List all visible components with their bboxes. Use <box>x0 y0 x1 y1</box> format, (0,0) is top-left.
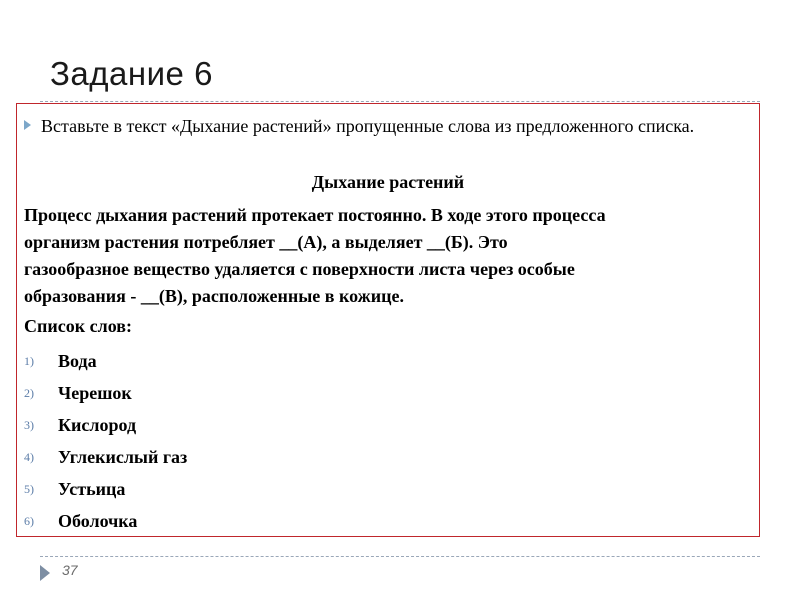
list-item <box>24 377 187 409</box>
list-word: Углекислый газ <box>58 446 188 467</box>
list-item <box>24 505 187 537</box>
page-number: 37 <box>62 562 78 578</box>
intro-bullet <box>24 113 724 140</box>
list-number: 1) <box>24 353 34 368</box>
list-number: 4) <box>24 449 34 464</box>
task-paragraph <box>24 202 754 310</box>
slide-title: Задание 6 <box>50 55 213 92</box>
list-item <box>24 473 187 505</box>
word-list <box>24 345 187 537</box>
text-heading: Дыхание растений <box>311 172 465 192</box>
paragraph-line: образования - __(В), расположенные в кожице. <box>24 286 404 306</box>
list-word: Вода <box>58 350 97 371</box>
paragraph-line: Процесс дыхания растений протекает постоянно. В ходе этого процесса <box>24 205 606 225</box>
list-number: 3) <box>24 417 34 432</box>
list-number: 5) <box>24 481 34 496</box>
list-item <box>24 441 187 473</box>
list-item <box>24 409 187 441</box>
paragraph-line: газообразное вещество удаляется с поверхности листа через особые <box>24 259 575 279</box>
list-item <box>24 345 187 377</box>
list-word: Черешок <box>58 382 132 403</box>
list-word: Оболочка <box>58 510 138 531</box>
list-number: 6) <box>24 513 34 528</box>
list-word: Устьица <box>58 478 126 499</box>
triangle-bullet-icon <box>24 120 31 130</box>
word-list-heading: Список слов: <box>24 316 132 336</box>
intro-text: Вставьте в текст «Дыхание растений» пропущенные слова из предложенного списка. <box>41 116 695 136</box>
list-number: 2) <box>24 385 34 400</box>
list-word: Кислород <box>58 414 137 435</box>
nav-arrow-icon[interactable] <box>40 565 50 581</box>
paragraph-line: организм растения потребляет __(А), а выделяет __(Б). Это <box>24 232 508 252</box>
bottom-divider <box>40 556 760 557</box>
top-divider <box>40 101 760 102</box>
